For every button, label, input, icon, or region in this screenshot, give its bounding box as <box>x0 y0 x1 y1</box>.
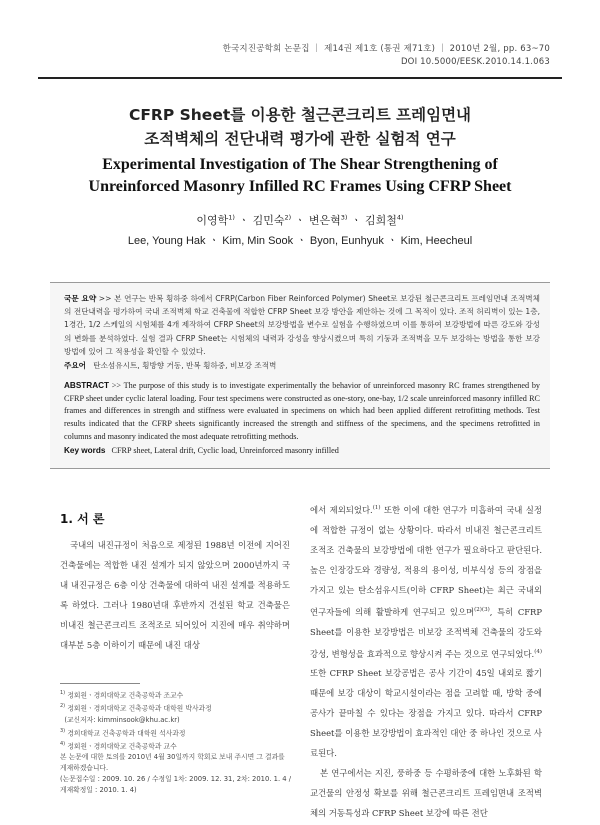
keywords-en-label: Key words <box>64 446 106 455</box>
received-dates: (논문접수일 : 2009. 10. 26 / 수정일 1차: 2009. 12. 31, 2차: 2010. 1. 4 / 게재확정일 : 2010. 1. 4) <box>60 775 292 794</box>
author-name: 변은혁 <box>308 214 341 227</box>
footnote-item <box>60 739 292 752</box>
keywords-ko <box>64 360 540 371</box>
footnote-item <box>60 701 292 714</box>
footnote-rule <box>60 683 140 684</box>
footnote-item <box>60 715 292 726</box>
body-left-column: 국내의 내진규정이 처음으로 제정된 1988년 이전에 지어진 건축물에는 적합한 내진 설계가 되지 않았으며 2000년까지 국내 내진규정은 6층 이상 건축물에 대하여 내진 설계를 적용하도록 하였다. 그러나 1980년대 후반까지 건설된 학교 건축물은 비내진 철근콘크리트 조적조로 되어있어 지진에 매우 취약하며 대부분 5층 이하이기 때문에 내진 대상 <box>60 540 290 650</box>
text-run: , 특히 CFRP Sheet를 이용한 보강방법은 비보강 조적벽체 건축물의 강도와 강성, 변형성을 효과적으로 향상시켜 주는 것으로 연구되었다. <box>310 606 542 659</box>
keywords-en-text: CFRP sheet, Lateral drift, Cyclic load, Unreinforced masonry infilled <box>111 446 339 455</box>
keywords-en <box>64 446 540 455</box>
abstract-ko-label: 국문 요약 <box>64 294 97 303</box>
discussion-note-text: 본 논문에 대한 토의를 2010년 4월 30일까지 학회로 보내 주시면 그 결과를 게재하겠습니다. <box>60 753 285 772</box>
footnote-text: 정회원ㆍ경희대학교 건축공학과 교수 <box>67 742 177 751</box>
author-separator: ㆍ <box>350 214 362 227</box>
author-mark: 2) <box>284 213 292 222</box>
author-separator: ㆍ <box>238 214 250 227</box>
abstract-en <box>64 380 540 444</box>
citation: (2)(3) <box>474 606 490 613</box>
footnote-item <box>60 688 292 701</box>
title-en-line2: Unreinforced Masonry Infilled RC Frames Using CFRP Sheet <box>88 178 512 195</box>
citation: (4) <box>534 648 542 655</box>
author-name: 이영학 <box>196 214 229 227</box>
abstract-ko <box>64 292 540 358</box>
title-en-line1: Experimental Investigation of The Shear Strengthening of <box>102 156 498 173</box>
keywords-ko-text: 탄소섬유시트, 횡방향 거동, 반복 횡하중, 비보강 조적벽 <box>93 361 277 370</box>
footnote-item <box>60 726 292 739</box>
header-rule <box>38 77 562 79</box>
footnote-mark: 4) <box>60 740 66 747</box>
text-run: 또한 CFRP Sheet 보강공법은 공사 기간이 45일 내외로 짧기 때문에 보강 대상이 학교시설이라는 점을 고려할 때, 방학 중에 공사가 끝마칠 수 있다는 장점을 가지고 있다. 따라서 CFRP Sheet를 이용한 보강방법이 효과적인 대안 중 하나인 것으로 사료된다. <box>310 668 542 759</box>
footnote-text: 경희대학교 건축공학과 대학원 석사과정 <box>67 728 186 737</box>
footnote-text: (교신저자: kimminsook@khu.ac.kr) <box>64 715 180 724</box>
arrow-glyph: >> <box>98 294 112 303</box>
author-mark: 1) <box>228 213 235 222</box>
abstract-ko-text: 본 연구는 반복 횡하중 하에서 CFRP(Carbon Fiber Reinforced Polymer) Sheet로 보강된 철근콘크리트 프레임면내 조적벽체의 전단내력을 평가하여 국내 조적벽체 학교 건축물에 적합한 CFRP Sheet 보강 방안을 제안하는 것에 그 목적이 있다. 조적 허리벽이 있는 1층, 1경간, 1/2 스케일의 시험체를 4개 제작하여 CFRP Sheet의 보강방법을 변수로 실험을 수행하였으며 이를 통하여 보강방법에 따른 강도와 강성의 변화를 분석하였다. 실험 결과 CFRP Sheet는 시험체의 내력과 강성을 향상시켰으며 특히 기둥과 조적벽을 모두 보강하는 방법을 통한 보강방법에 있어 그 적용성을 확인할 수 있었다. <box>64 294 540 356</box>
title-ko-line1: CFRP Sheet를 이용한 철근콘크리트 프레임면내 <box>128 106 472 124</box>
footnote-text: 정회원ㆍ경희대학교 건축공학과 조교수 <box>67 691 184 700</box>
authors-ko <box>0 212 600 228</box>
footnote-mark: 3) <box>60 727 66 734</box>
author-separator: ㆍ <box>294 214 306 227</box>
author-name: 김희철 <box>365 214 397 227</box>
body-paragraph <box>310 498 542 763</box>
title-ko-line2: 조적벽체의 전단내력 평가에 관한 실험적 연구 <box>144 130 456 148</box>
section-heading: 1. 서 론 <box>60 512 105 526</box>
citation: (1) <box>372 505 381 511</box>
text-run: 에서 제외되었다. <box>310 504 373 515</box>
arrow-glyph: >> <box>111 381 122 390</box>
authors-en: Lee, Young Hak ㆍ Kim, Min Sook ㆍ Byon, Eunhyuk ㆍ Kim, Heecheul <box>127 235 473 247</box>
journal-header: 한국지진공학회 논문집 ｜ 제14권 제1호 (통권 제71호) ｜ 2010년 2월, pp. 63~70 <box>222 44 550 54</box>
body-paragraph: 본 연구에서는 지진, 풍하중 등 수평하중에 대한 노후화된 학교건물의 안정성 확보를 위해 철근콘크리트 프레임면내 조적벽체의 거동특성과 CFRP Sheet 보강에 따른 전단 <box>310 768 542 819</box>
author-mark: 3) <box>340 213 348 222</box>
body-right-column <box>310 498 542 823</box>
footnotes <box>60 688 292 752</box>
author-name: 김민숙 <box>252 214 285 227</box>
author-mark: 4) <box>396 213 404 222</box>
abstract-en-text: The purpose of this study is to investigate experimentally the behavior of unreinforced masonry RC frames strengthened by CFRP sheet under cyclic lateral loading. Four test specimens were constructed as one-story, one-bay, 1/2 scale unreinforced masonry infilled RC frames and differences in strength and stiffness were evaluated in specimens on which had been applied different retrofitting methods. Test results indicated that the CFRP sheets significantly increased the strength and stiffness of the specimens, and the specimens retrofitted in columns and masonry indicated the most adequate retrofitting methods. <box>64 381 541 441</box>
doi: DOI 10.5000/EESK.2010.14.1.063 <box>400 57 550 67</box>
footnote-mark: 1) <box>60 690 66 696</box>
abstract-en-label: ABSTRACT <box>64 381 110 390</box>
footnote-mark: 2) <box>60 703 66 710</box>
keywords-ko-label: 주요어 <box>64 361 87 370</box>
footnote-text: 정회원ㆍ경희대학교 건축공학과 대학원 박사과정 <box>67 704 212 713</box>
discussion-note <box>60 752 292 796</box>
text-run: 또한 이에 대한 연구가 미흡하여 국내 실정에 적합한 규정이 없는 상황이다. 따라서 비내진 철근콘크리트 조적조 건축물의 보강방법에 대한 연구가 필요하다고 판단된다. 높은 인장강도와 경량성, 적용의 용이성, 비부식성 등의 장점을 가지고 있는 탄소섬유시트(이하 CFRP Sheet)는 최근 국내외 연구자들에 의해 활발하게 연구되고 있으며 <box>310 504 542 617</box>
